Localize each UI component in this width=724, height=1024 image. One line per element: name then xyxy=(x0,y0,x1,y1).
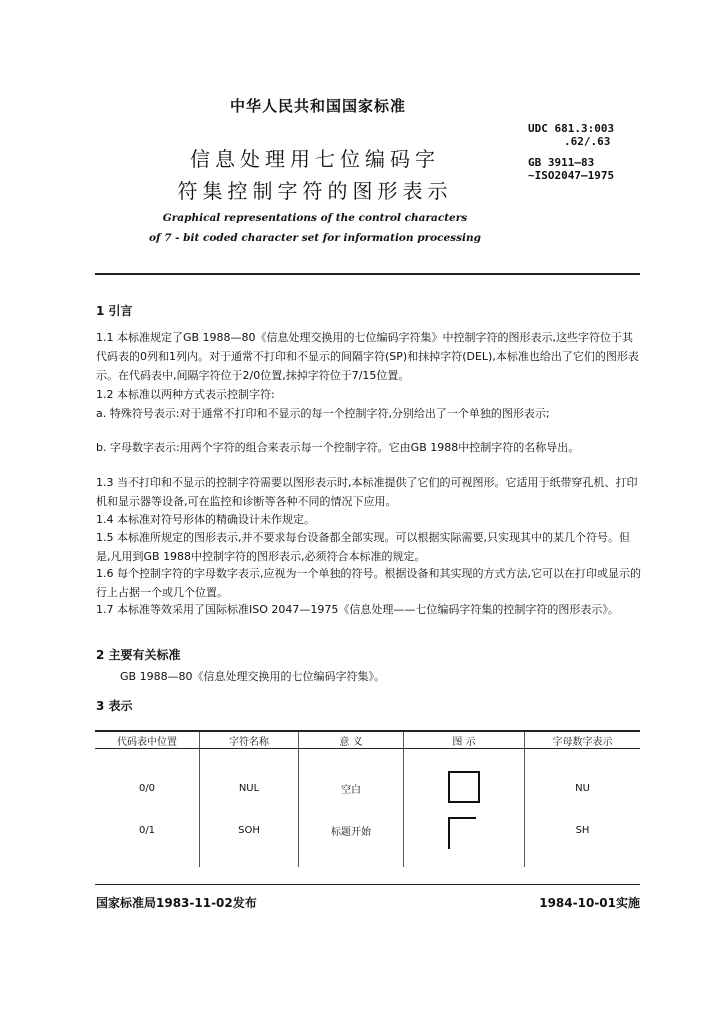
square-glyph-icon xyxy=(448,771,480,803)
section-2-reference: GB 1988—80《信息处理交换用的七位编码字符集》。 xyxy=(120,670,386,683)
cell-alnum: SH xyxy=(525,809,641,851)
cell-name: NUL xyxy=(200,767,299,809)
udc-code-line-2: .62/.63 xyxy=(564,135,611,148)
title-line-1: 信息处理用七位编码字 xyxy=(190,147,440,171)
section-1-paragraph-1-2a: a. 特殊符号表示:对于通常不打印和不显示的每一个控制字符,分别给出了一个单独的图形表示; xyxy=(96,407,550,420)
section-1-paragraph-1-4: 1.4 本标准对符号形体的精确设计未作规定。 xyxy=(96,513,315,526)
section-1-paragraph-1-2b: b. 字母数字表示:用两个字符的组合来表示每一个控制字符。它由GB 1988中控制字符的名称导出。 xyxy=(96,441,580,454)
footer-divider xyxy=(95,884,640,885)
section-1-paragraph-1-2: 1.2 本标准以两种方式表示控制字符: xyxy=(96,388,275,401)
cell-name: SOH xyxy=(200,809,299,851)
issue-date: 国家标准局1983-11-02发布 xyxy=(96,896,257,910)
title-line-2: 符集控制字符的图形表示 xyxy=(177,179,453,203)
section-1-paragraph-1-1: 1.1 本标准规定了GB 1988—80《信息处理交换用的七位编码字符集》中控制字符的图形表示,这些字符位于其代码表的0列和1列内。对于通常不打印和不显示的间隔字符(SP)和抹掉字符(DEL),本标准也给出了它们的图形表示。在代码表中,间隔字符位于2/0位置,抹掉字符位于7/15位置。 xyxy=(96,331,639,382)
english-title-line-2: of 7 - bit coded character set for information processing xyxy=(149,232,481,244)
col-header-position: 代码表中位置 xyxy=(95,731,200,749)
section-3-heading: 3 表示 xyxy=(96,699,133,713)
table-header-row xyxy=(95,731,640,749)
col-header-name: 字符名称 xyxy=(200,731,299,749)
iso-number: ~ISO2047—1975 xyxy=(528,169,615,182)
table-row xyxy=(95,809,640,851)
cell-alnum: NU xyxy=(525,767,641,809)
control-character-table xyxy=(95,730,640,867)
section-2-heading: 2 主要有关标准 xyxy=(96,648,181,662)
section-1-paragraph-1-3: 1.3 当不打印和不显示的控制字符需要以图形表示时,本标准提供了它们的可视图形。它适用于纸带穿孔机、打印机和显示器等设备,可在监控和诊断等各种不同的情况下应用。 xyxy=(96,476,638,508)
cell-meaning: 标题开始 xyxy=(299,809,404,851)
gb-number: GB 3911—83 xyxy=(528,156,595,169)
col-header-meaning: 意 义 xyxy=(299,731,404,749)
cell-position: 0/1 xyxy=(138,824,156,836)
col-header-alnum: 字母数字表示 xyxy=(525,731,641,749)
section-1-heading: 1 引言 xyxy=(96,304,133,318)
classification-codes xyxy=(528,122,614,182)
cell-graphic xyxy=(404,809,525,851)
section-1-paragraph-1-5: 1.5 本标准所规定的图形表示,并不要求每台设备都全部实现。可以根据实际需要,只实现其中的某几个符号。但是,凡用到GB 1988中控制字符的图形表示,必须符合本标准的规定。 xyxy=(96,531,630,563)
table-row xyxy=(95,767,640,809)
section-1-paragraph-1-7: 1.7 本标准等效采用了国际标准ISO 2047—1975《信息处理——七位编码字符集的控制字符的图形表示》。 xyxy=(96,603,619,616)
udc-code-line-1: UDC 681.3:003 xyxy=(528,122,615,135)
header-divider xyxy=(95,273,640,275)
effective-date: 1984-10-01实施 xyxy=(539,896,640,910)
cell-position: 0/0 xyxy=(138,782,156,794)
section-1-paragraph-1-6: 1.6 每个控制字符的字母数字表示,应视为一个单独的符号。根据设备和其实现的方式方法,它可以在打印或显示的行上占据一个或几个位置。 xyxy=(96,567,641,599)
cell-meaning: 空白 xyxy=(299,767,404,809)
corner-glyph-icon xyxy=(448,817,476,849)
nation-standard-heading: 中华人民共和国国家标准 xyxy=(229,97,406,115)
english-title-line-1: Graphical representations of the control characters xyxy=(162,212,468,224)
cell-graphic xyxy=(404,767,525,809)
col-header-graphic: 图 示 xyxy=(404,731,525,749)
